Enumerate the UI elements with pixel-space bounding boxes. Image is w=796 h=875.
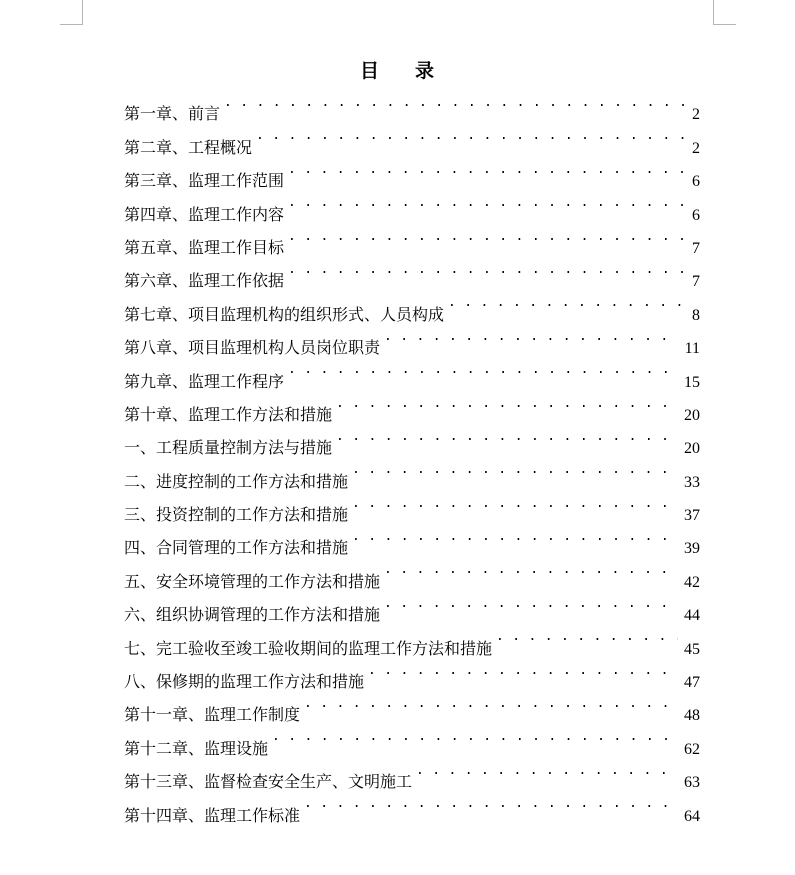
toc-dot-leader [336, 420, 678, 453]
toc-dot-leader [496, 620, 678, 653]
toc-entry-page-number: 44 [684, 607, 700, 625]
toc-title-part2: 录 [415, 60, 437, 82]
toc-entry-label[interactable]: 第十章、监理工作方法和措施 [124, 404, 333, 424]
toc-entry-page-number: 45 [684, 640, 700, 658]
toc-entry-page-number: 8 [692, 306, 700, 324]
toc-entry-page-number: 62 [684, 740, 700, 758]
toc-entry-label[interactable]: 八、保修期的监理工作方法和措施 [124, 672, 365, 692]
toc-entry-label[interactable]: 二、进度控制的工作方法和措施 [124, 471, 349, 491]
toc-dot-leader [448, 286, 684, 319]
toc-dot-leader [352, 520, 678, 553]
toc-entry[interactable] [124, 86, 700, 124]
crop-mark-top-right [713, 0, 714, 24]
toc-entry-label[interactable]: 第九章、监理工作程序 [124, 371, 285, 391]
crop-mark-top-left [60, 24, 83, 25]
toc-entry-page-number: 2 [692, 139, 700, 157]
toc-entry-page-number: 20 [684, 440, 700, 458]
toc-dot-leader [288, 253, 684, 286]
toc-entry-page-number: 42 [684, 573, 700, 591]
toc-entry-page-number: 64 [684, 807, 700, 825]
toc-entry-label[interactable]: 一、工程质量控制方法与措施 [124, 438, 333, 458]
toc-entry-page-number: 6 [692, 206, 700, 224]
toc-entry-label[interactable]: 第八章、项目监理机构人员岗位职责 [124, 338, 381, 358]
toc-dot-leader [288, 220, 684, 253]
toc-entry-label[interactable]: 第十三章、监督检查安全生产、文明施工 [124, 772, 413, 792]
toc-entry-label[interactable]: 第十一章、监理工作制度 [124, 705, 301, 725]
toc-entry-label[interactable]: 三、投资控制的工作方法和措施 [124, 505, 349, 525]
toc-entry-label[interactable]: 第四章、监理工作内容 [124, 204, 285, 224]
toc-entry-label[interactable]: 第十二章、监理设施 [124, 738, 269, 758]
toc-entry-page-number: 7 [692, 273, 700, 291]
toc-entry-label[interactable]: 第十四章、监理工作标准 [124, 805, 301, 825]
toc-list [124, 86, 700, 825]
toc-dot-leader [384, 587, 678, 620]
toc-title [0, 56, 796, 83]
toc-entry-page-number: 39 [684, 540, 700, 558]
crop-mark-top-right [713, 24, 736, 25]
toc-entry-label[interactable]: 四、合同管理的工作方法和措施 [124, 538, 349, 558]
toc-dot-leader [272, 720, 678, 753]
toc-entry-label[interactable]: 第七章、项目监理机构的组织形式、人员构成 [124, 304, 445, 324]
toc-entry-page-number: 33 [684, 473, 700, 491]
toc-entry-label[interactable]: 七、完工验收至竣工验收期间的监理工作方法和措施 [124, 638, 493, 658]
toc-dot-leader [384, 553, 678, 586]
crop-mark-top-left [82, 0, 83, 24]
toc-entry-page-number: 15 [684, 373, 700, 391]
toc-entry-page-number: 11 [684, 340, 700, 358]
toc-dot-leader [352, 453, 678, 486]
toc-entry-page-number: 48 [684, 707, 700, 725]
toc-entry-label[interactable]: 第一章、前言 [124, 104, 221, 124]
toc-dot-leader [256, 119, 684, 152]
toc-entry-page-number: 6 [692, 173, 700, 191]
toc-dot-leader [336, 387, 678, 420]
toc-dot-leader [384, 320, 679, 353]
toc-dot-leader [288, 353, 678, 386]
toc-dot-leader [288, 153, 684, 186]
toc-dot-leader [304, 787, 678, 820]
toc-entry-page-number: 7 [692, 239, 700, 257]
toc-entry-page-number: 2 [692, 106, 700, 124]
toc-dot-leader [288, 186, 684, 219]
toc-entry-page-number: 20 [684, 406, 700, 424]
toc-entry-page-number: 37 [684, 507, 700, 525]
toc-entry-label[interactable]: 第三章、监理工作范围 [124, 171, 285, 191]
toc-dot-leader [304, 687, 678, 720]
toc-entry-label[interactable]: 五、安全环境管理的工作方法和措施 [124, 571, 381, 591]
toc-entry-label[interactable]: 第五章、监理工作目标 [124, 237, 285, 257]
toc-entry-label[interactable]: 第二章、工程概况 [124, 137, 253, 157]
toc-entry-page-number: 63 [684, 774, 700, 792]
toc-entry-page-number: 47 [684, 674, 700, 692]
toc-dot-leader [352, 487, 678, 520]
toc-title-part1: 目 [359, 60, 381, 82]
toc-dot-leader [224, 86, 684, 119]
toc-dot-leader [416, 754, 678, 787]
toc-dot-leader [368, 654, 678, 687]
toc-entry-label[interactable]: 六、组织协调管理的工作方法和措施 [124, 605, 381, 625]
toc-entry-label[interactable]: 第六章、监理工作依据 [124, 271, 285, 291]
